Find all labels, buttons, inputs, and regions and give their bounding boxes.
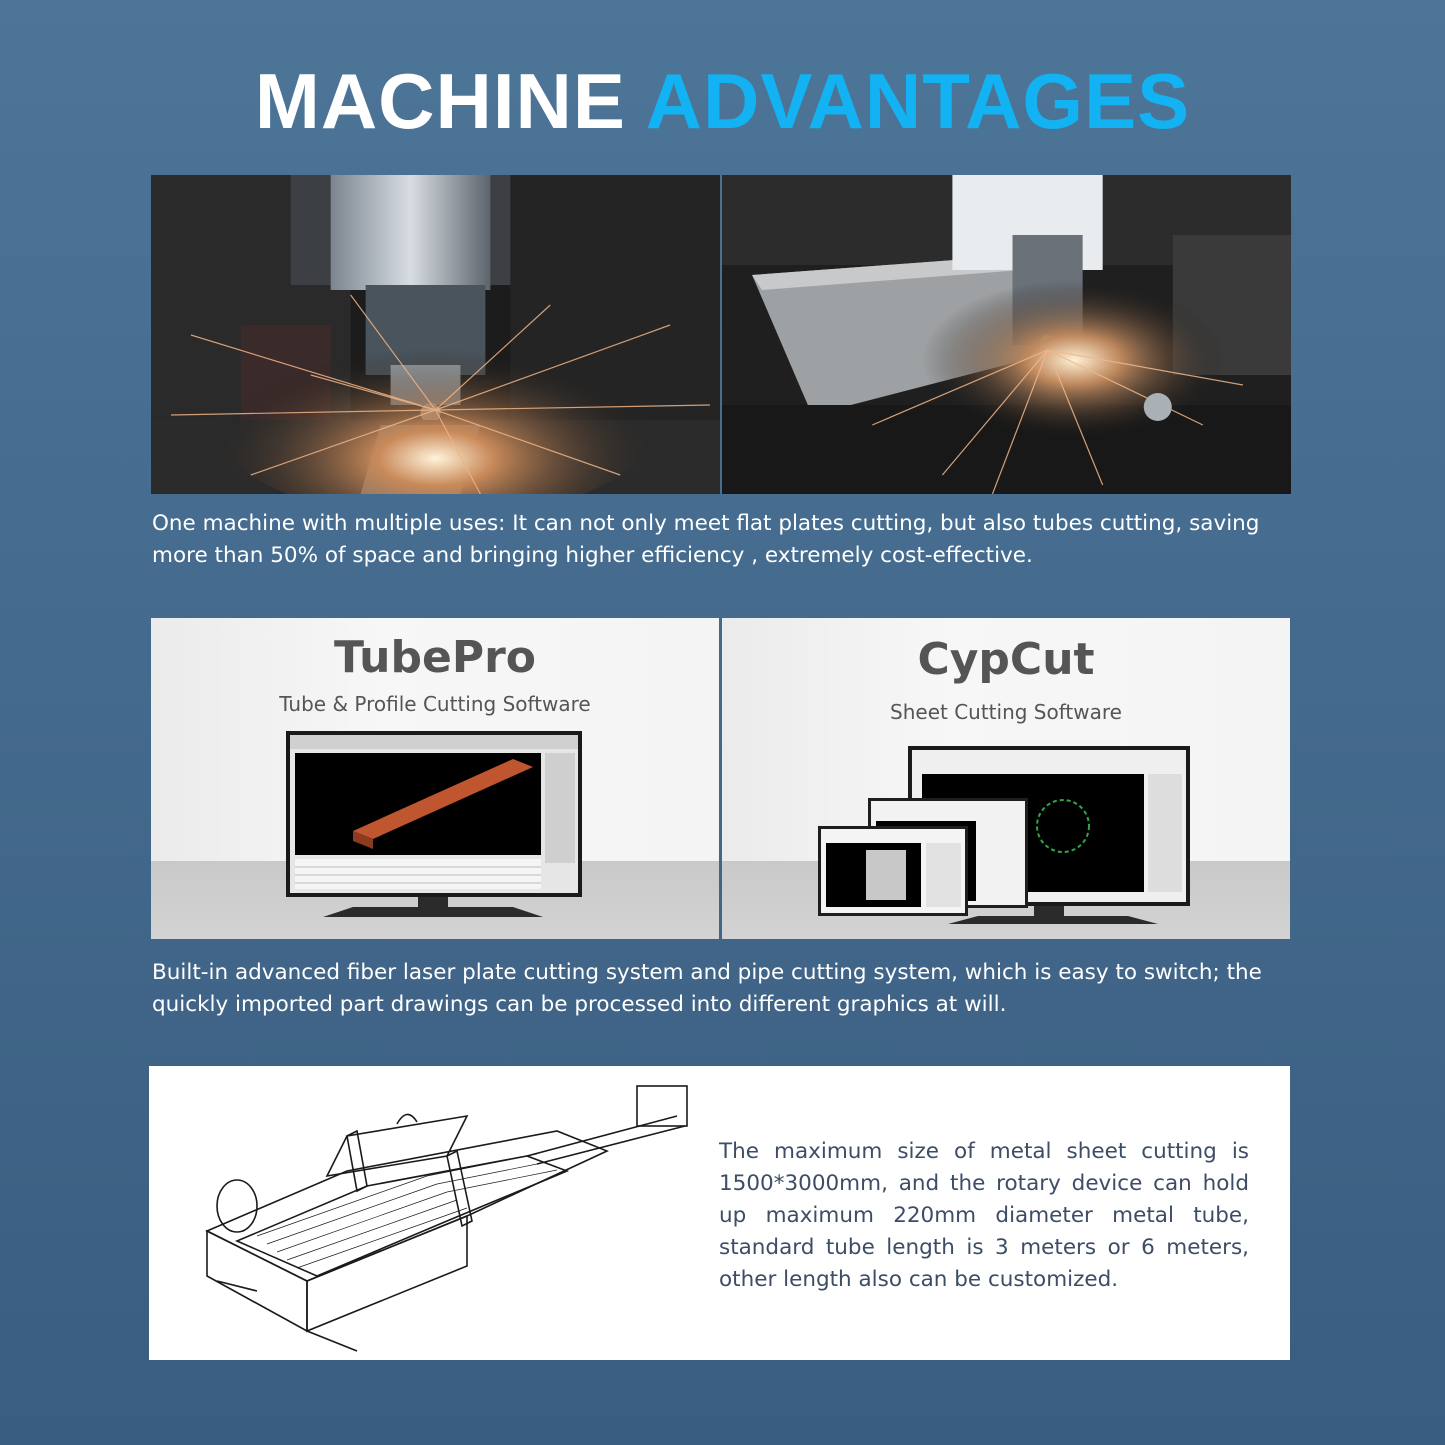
software-description: Built-in advanced fiber laser plate cutting system and pipe cutting system, which is easy to switch; the quickly imported part drawings can be processed into different graphics at will. xyxy=(152,960,1262,1017)
tubepro-name: TubePro xyxy=(333,632,537,683)
tubepro-subtitle: Tube & Profile Cutting Software xyxy=(279,692,591,716)
cypcut-name: CypCut xyxy=(917,634,1095,685)
title-part-machine: MACHINE xyxy=(254,57,626,145)
title-part-advantages: ADVANTAGES xyxy=(645,57,1191,145)
machine-specs-box xyxy=(149,1066,1290,1360)
cypcut-monitors xyxy=(818,746,1198,926)
cutting-photos xyxy=(151,175,1291,494)
tubepro-panel xyxy=(151,618,719,939)
sheet-cutting-photo xyxy=(722,175,1291,494)
page-title xyxy=(0,57,1445,145)
tubepro-monitor xyxy=(283,731,583,921)
cypcut-panel xyxy=(722,618,1290,939)
machine-line-drawing xyxy=(197,1076,697,1356)
machine-specs-text: The maximum size of metal sheet cutting is 1500*3000mm, and the rotary device can hold up maximum 220mm diameter metal tube, standard tube length is 3 meters or 6 meters, other length also can be customized. xyxy=(719,1139,1249,1292)
tube-cutting-photo xyxy=(151,175,720,494)
cypcut-subtitle: Sheet Cutting Software xyxy=(890,700,1122,724)
software-panels xyxy=(151,618,1290,939)
versatility-description: One machine with multiple uses: It can not only meet flat plates cutting, but also tubes cutting, saving more than 50% of space and bringing higher efficiency , extremely cost-effective. xyxy=(152,511,1260,568)
